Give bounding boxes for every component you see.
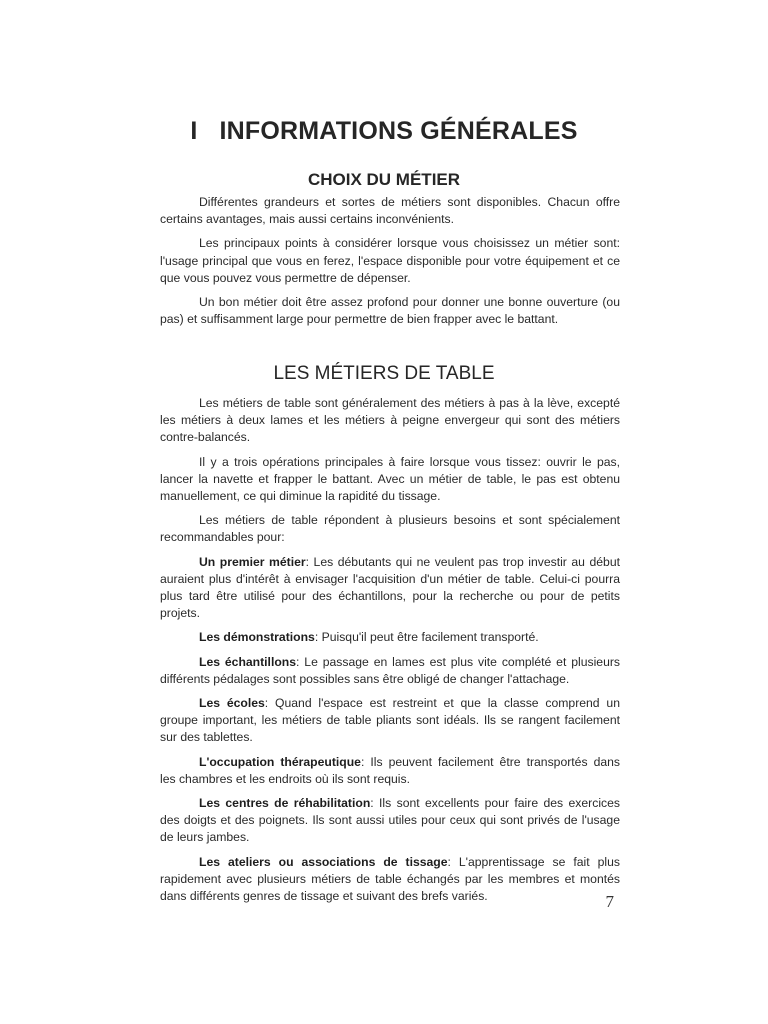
list-item-ecoles <box>160 695 620 747</box>
paragraph: Il y a trois opérations principales à faire lorsque vous tissez: ouvrir le pas, lancer la navette et frapper le battant. Avec un métier de table, le pas est obtenu manuellement, ce qui diminue la rapidité du tissage. <box>160 454 620 504</box>
item-text: : Ils sont excellents pour faire des exercices des doigts et des poignets. Ils sont aussi utiles pour ceux qui sont privés de l'usage de leurs jambes. <box>160 796 620 845</box>
section-body-metiers-de-table <box>160 395 620 912</box>
item-text: : L'apprentissage se fait plus rapidement avec plusieurs métiers de table échangés par les membres et montés dans différents genres de tissage et suivant des brefs variés. <box>160 854 620 904</box>
chapter-number: I <box>190 116 198 145</box>
paragraph: Les métiers de table sont généralement des métiers à pas à la lève, excepté les métiers à deux lames et les métiers à peigne envergeur qui sont des métiers contre-balancés. <box>160 396 620 445</box>
chapter-title <box>0 117 768 146</box>
paragraph: Les principaux points à considérer lorsque vous choisissez un métier sont: l'usage principal que vous en ferez, l'espace disponible pour votre équipement et ce que vous pouvez vous permettre de dépenser. <box>160 236 620 285</box>
list-item-demonstrations <box>160 629 620 646</box>
item-term: Les démonstrations <box>199 630 315 645</box>
paragraph: Les métiers de table répondent à plusieurs besoins et sont spécialement recommandables pour: <box>160 513 620 545</box>
item-term: Un premier métier <box>199 554 306 569</box>
item-text: : Quand l'espace est restreint et que la classe comprend un groupe important, les métiers de table pliants sont idéals. Ils se rangent facilement sur des tablettes. <box>160 696 620 745</box>
section-body-choix-du-metier <box>160 194 620 335</box>
item-text: : Ils peuvent facilement être transportés dans les chambres et les endroits où ils sont requis. <box>160 754 620 786</box>
list-item-occupation-therapeutique <box>160 754 620 788</box>
list-item-echantillons <box>160 654 620 688</box>
section-title-choix-du-metier: CHOIX DU MÉTIER <box>307 170 461 190</box>
section-title-metiers-de-table: LES MÉTIERS DE TABLE <box>273 362 495 384</box>
item-text: : Puisqu'il peut être facilement transporté. <box>314 630 539 645</box>
item-text: : Le passage en lames est plus vite complété et plusieurs différents pédalages sont possibles sans être obligé de changer l'attachage. <box>160 654 621 686</box>
chapter-title-text: INFORMATIONS GÉNÉRALES <box>219 116 578 145</box>
list-item-centres-rehabilitation <box>160 795 620 847</box>
paragraph: Différentes grandeurs et sortes de métiers sont disponibles. Chacun offre certains avantages, mais aussi certains inconvénients. <box>160 195 620 227</box>
item-term: Les écoles <box>199 696 265 711</box>
list-item-ateliers-tissage <box>160 854 620 906</box>
item-term: L'occupation thérapeutique <box>199 754 361 769</box>
item-term: Les centres de réhabilitation <box>199 796 371 811</box>
item-text: : Les débutants qui ne veulent pas trop investir au début auraient plus d'intérêt à envisager l'acquisition d'un métier de table. Celui-ci pourra plus tard être utilisé pour des échantillons, pour la recherche ou pour de petits projets. <box>160 554 620 621</box>
page-number: 7 <box>605 892 614 911</box>
paragraph: Un bon métier doit être assez profond pour donner une bonne ouverture (ou pas) et suffisamment large pour permettre de bien frapper avec le battant. <box>160 295 620 327</box>
list-item-premier-metier <box>160 554 620 623</box>
item-term: Les échantillons <box>199 654 297 669</box>
item-term: Les ateliers ou associations de tissage <box>199 854 448 869</box>
